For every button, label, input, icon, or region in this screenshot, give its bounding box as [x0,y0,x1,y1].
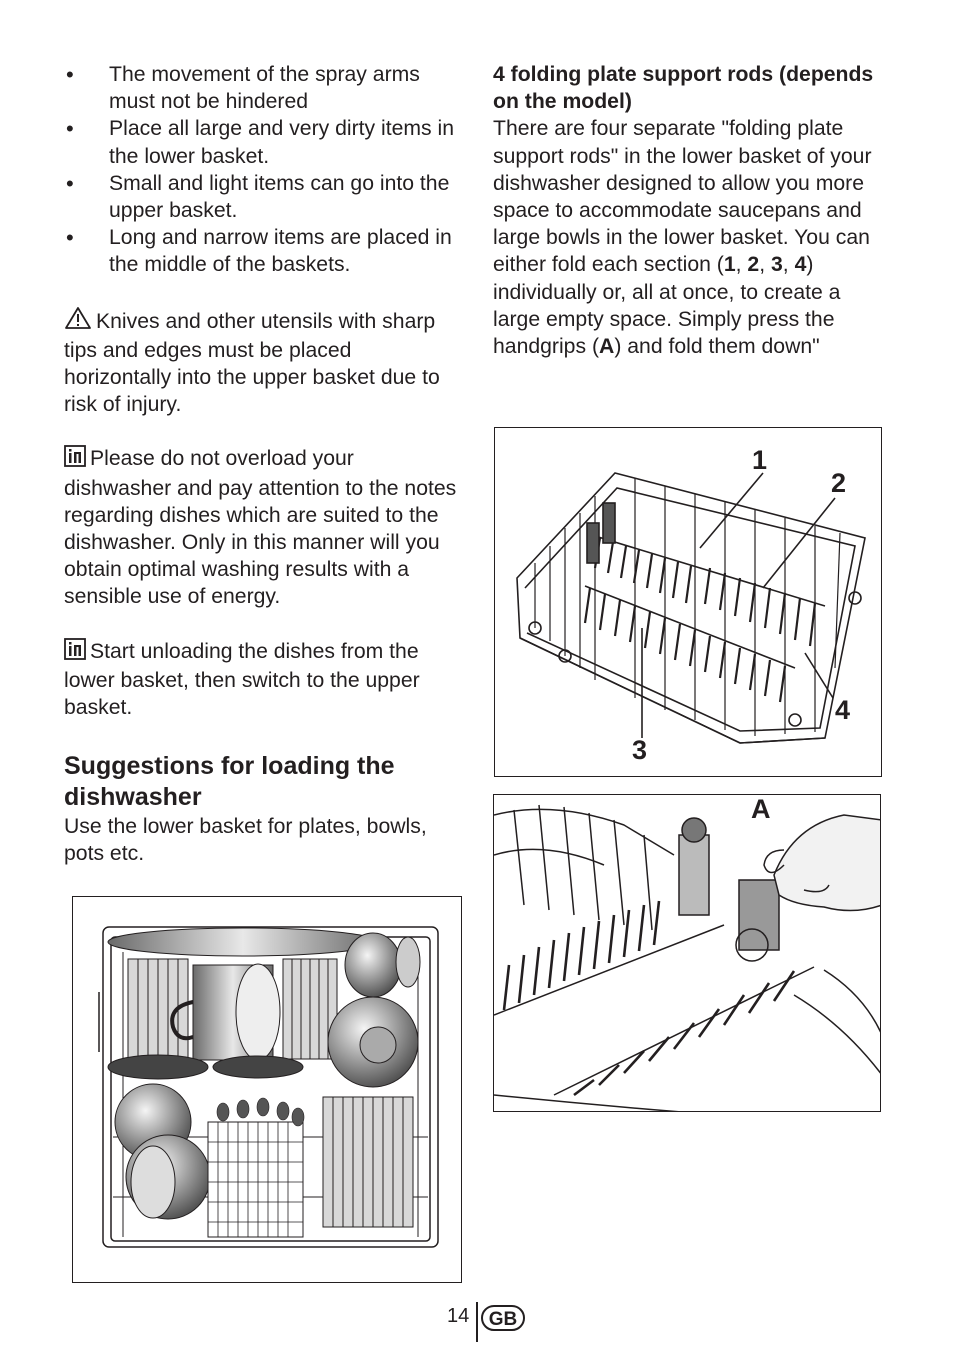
text-run: , [759,253,771,277]
list-item: • The movement of the spray arms must not be hindered [64,61,464,115]
folding-rods-figure [494,427,882,777]
text-run: , [782,253,795,277]
section-text: Use the lower basket for plates, bowls, pots etc. [64,815,427,866]
folding-rods-text [493,115,888,360]
list-item: • Small and light items can go into the upper basket. [64,170,464,224]
text-run: ) and fold them down" [614,335,820,359]
text-run: , [735,253,748,277]
ref-number: 1 [723,253,736,277]
left-column [64,61,464,868]
info-text: Start unloading the dishes from the lower basket, then switch to the upper basket. [64,639,420,720]
list-item: • Long and narrow items are placed in the middle of the baskets. [64,224,464,278]
loaded-basket-illustration [73,897,462,1283]
info-icon [64,445,86,474]
list-item: • Place all large and very dirty items in the lower basket. [64,115,464,169]
section-heading: Suggestions for loading the dishwasher [64,752,395,812]
basket-rack-illustration [495,428,882,777]
info-note-unloading [64,638,464,722]
handgrip-illustration [494,795,881,1112]
info-icon [64,638,86,667]
page-number: 14 [447,1305,470,1327]
right-column [493,61,888,360]
folding-rods-heading: 4 folding plate support rods (depends on the model) [493,63,874,114]
loading-rules-list [64,61,464,279]
ref-number: 2 [747,253,760,277]
handgrip-figure [493,794,881,1112]
loaded-basket-figure [72,896,462,1283]
callout-3: 3 [632,735,648,765]
warning-text: Knives and other utensils with sharp tips and edges must be placed horizontally into the upper basket due to risk of injury. [64,309,440,417]
callout-4: 4 [835,695,851,725]
ref-number: 3 [771,253,783,277]
warning-triangle-icon [64,306,92,337]
info-text: Please do not overload your dishwasher and pay attention to the notes regarding dishes which are suited to the dishwasher. Only in this manner will you obtain optimal washing results with a sensible use of energy. [64,447,457,609]
callout-A: A [751,794,771,824]
callout-2: 2 [831,468,847,498]
ref-number: 4 [794,253,807,277]
text-run: ) individually or, all at once, to create a large empty space. Simply press the handgrips ( [493,253,841,359]
ref-letter: A [599,335,615,359]
text-run: There are four separate "folding plate support rods" in the lower basket of your dishwasher designed to allow you more space to accommodate saucepans and large bowls in the lower basket. You can either fold each section ( [493,117,872,277]
footer-divider [476,1302,478,1342]
info-note-overload [64,445,464,610]
warning-note [64,306,464,419]
callout-1: 1 [752,445,768,475]
language-badge: GB [481,1305,525,1331]
